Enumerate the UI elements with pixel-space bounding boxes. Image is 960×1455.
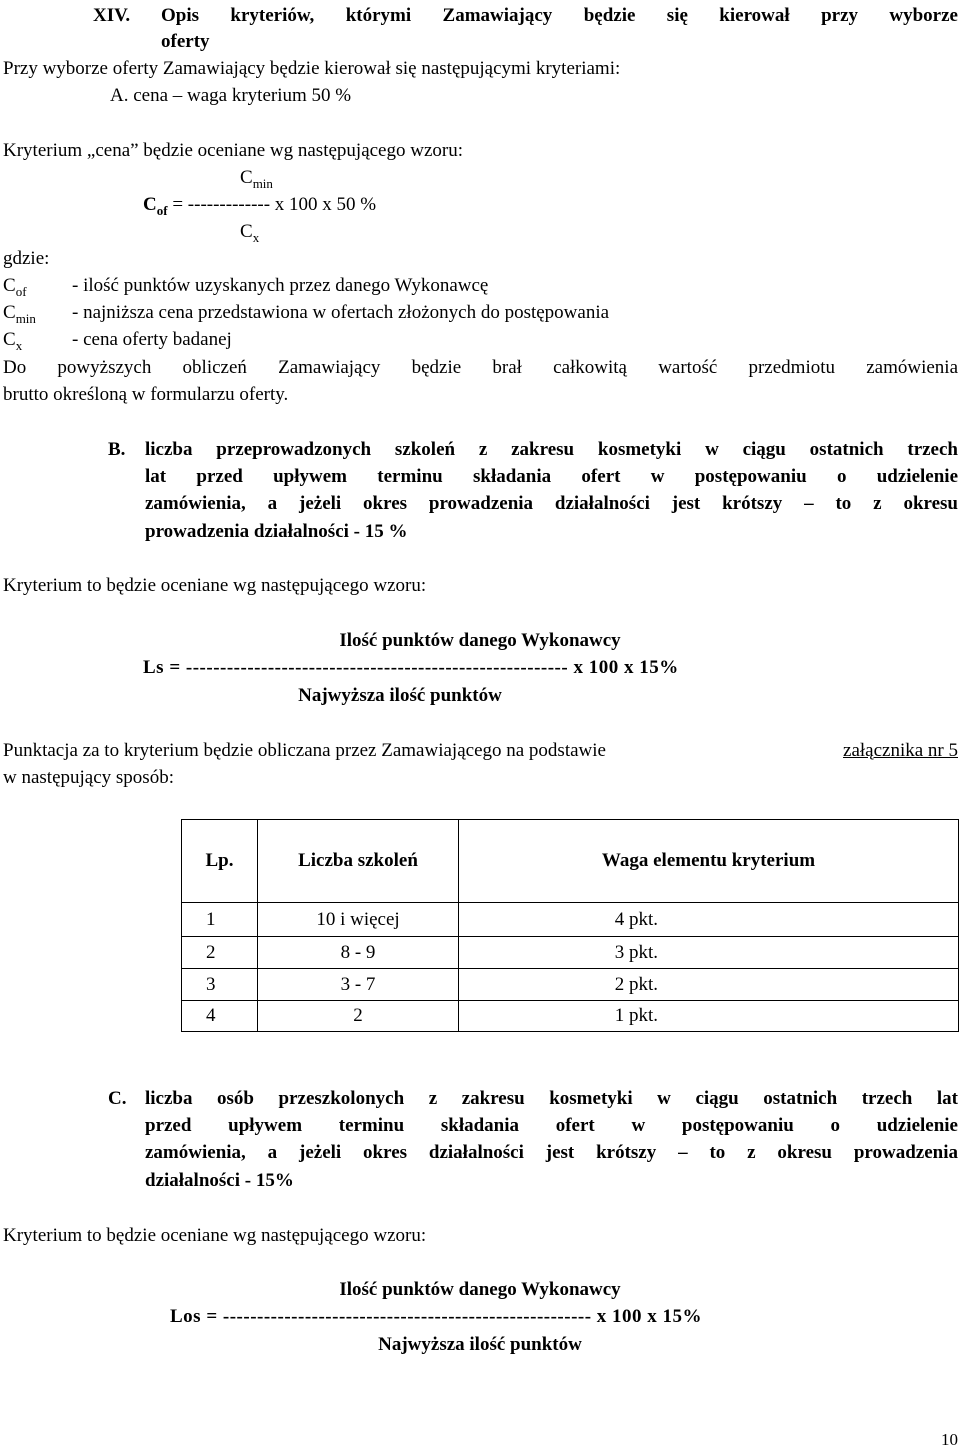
section-title-line2: oferty — [161, 31, 210, 52]
scoring-table — [181, 819, 959, 1032]
formula-a-numerator: $C_{min}$ — [240, 167, 273, 191]
table-cell: 3 - 7 — [258, 969, 459, 1001]
note-line1: Do powyższych obliczeń Zamawiający będzie brał całkowitą wartość przedmiotu zamówienia — [3, 357, 958, 378]
table-header-cell: Lp. — [182, 820, 258, 903]
criterion-b-line: liczba przeprowadzonych szkoleń z zakresu kosmetyki w ciągu ostatnich trzech — [145, 439, 958, 460]
criterion-c-last-line: działalności - 15% — [145, 1170, 294, 1191]
formula-c-denominator: Najwyższa ilość punktów — [378, 1334, 582, 1355]
table-row — [182, 1001, 959, 1032]
table-header-row — [182, 820, 959, 903]
page-number: 10 — [941, 1430, 958, 1449]
table-cell: 2 — [182, 937, 258, 969]
table-cell: 3 pkt. — [459, 937, 959, 969]
formula-b-line: Ls = -------------------------------------------------------- x 100 x 15% — [143, 657, 679, 678]
table-cell: 4 — [182, 1001, 258, 1032]
criterion-a-formula-intro: Kryterium „cena” będzie oceniane wg następującego wzoru: — [3, 140, 463, 161]
criterion-c-line: przed upływem terminu składania ofert w postępowaniu o udzielenie — [145, 1115, 958, 1136]
formula-a-line: $C_{of}$ = ------------- x 100 x 50 % — [143, 194, 377, 218]
table-cell: 2 — [258, 1001, 459, 1032]
section-number: XIV. — [93, 5, 131, 26]
table-cell: 4 pkt. — [459, 903, 959, 937]
formula-c-line: Los = ------------------------------------------------------ x 100 x 15% — [170, 1306, 703, 1327]
table-cell: 10 i więcej — [258, 903, 459, 937]
criterion-c-letter: C. — [108, 1088, 127, 1109]
table-row — [182, 969, 959, 1001]
table-cell: 8 - 9 — [258, 937, 459, 969]
definition-text: - ilość punktów uzyskanych przez danego Wykonawcę — [72, 275, 489, 296]
criterion-b-letter: B. — [108, 439, 126, 460]
where-label: gdzie: — [3, 248, 50, 269]
table-header-cell: Liczba szkoleń — [258, 820, 459, 903]
criterion-a-heading: A. cena – waga kryterium 50 % — [110, 85, 352, 106]
criterion-b-line: zamówienia, a jeżeli okres prowadzenia działalności jest krótszy – to z okresu — [145, 493, 958, 514]
table-header-cell: Waga elementu kryterium — [459, 820, 959, 903]
definition-symbol: $C_{of}$ — [3, 275, 27, 299]
attachment-link[interactable]: załącznika nr 5 — [843, 740, 958, 761]
table-row — [182, 903, 959, 937]
criterion-c-line: zamówienia, a jeżeli okres działalności jest krótszy – to z okresu prowadzenia — [145, 1142, 958, 1163]
table-cell: 3 — [182, 969, 258, 1001]
table-cell: 1 — [182, 903, 258, 937]
table-cell: 1 pkt. — [459, 1001, 959, 1032]
scoring-line2: w następujący sposób: — [3, 767, 174, 788]
definition-symbol: $C_x$ — [3, 329, 23, 353]
table-row — [182, 937, 959, 969]
criterion-c-formula-intro: Kryterium to będzie oceniane wg następującego wzoru: — [3, 1225, 427, 1246]
formula-c-numerator: Ilość punktów danego Wykonawcy — [339, 1279, 621, 1300]
definition-text: - najniższa cena przedstawiona w ofertach złożonych do postępowania — [72, 302, 610, 323]
note-line2: brutto określoną w formularzu oferty. — [3, 384, 289, 405]
section-title-line1: Opis kryteriów, którymi Zamawiający będzie się kierował przy wyborze — [161, 5, 958, 26]
criterion-c-line: liczba osób przeszkolonych z zakresu kosmetyki w ciągu ostatnich trzech lat — [145, 1088, 958, 1109]
table-cell: 2 pkt. — [459, 969, 959, 1001]
section-intro: Przy wyborze oferty Zamawiający będzie kierował się następującymi kryteriami: — [3, 58, 621, 79]
definition-symbol: $C_{min}$ — [3, 302, 36, 326]
formula-b-numerator: Ilość punktów danego Wykonawcy — [339, 630, 621, 651]
formula-b-denominator: Najwyższa ilość punktów — [298, 685, 502, 706]
definition-text: - cena oferty badanej — [72, 329, 232, 350]
criterion-b-line: lat przed upływem terminu składania ofert w postępowaniu o udzielenie — [145, 466, 958, 487]
scoring-line1: Punktacja za to kryterium będzie obliczana przez Zamawiającego na podstawie załącznika nr 5 — [3, 737, 958, 764]
formula-a-denominator: $C_x$ — [240, 221, 260, 245]
criterion-b-last-line: prowadzenia działalności - 15 % — [145, 521, 408, 542]
criterion-b-formula-intro: Kryterium to będzie oceniane wg następującego wzoru: — [3, 575, 427, 596]
